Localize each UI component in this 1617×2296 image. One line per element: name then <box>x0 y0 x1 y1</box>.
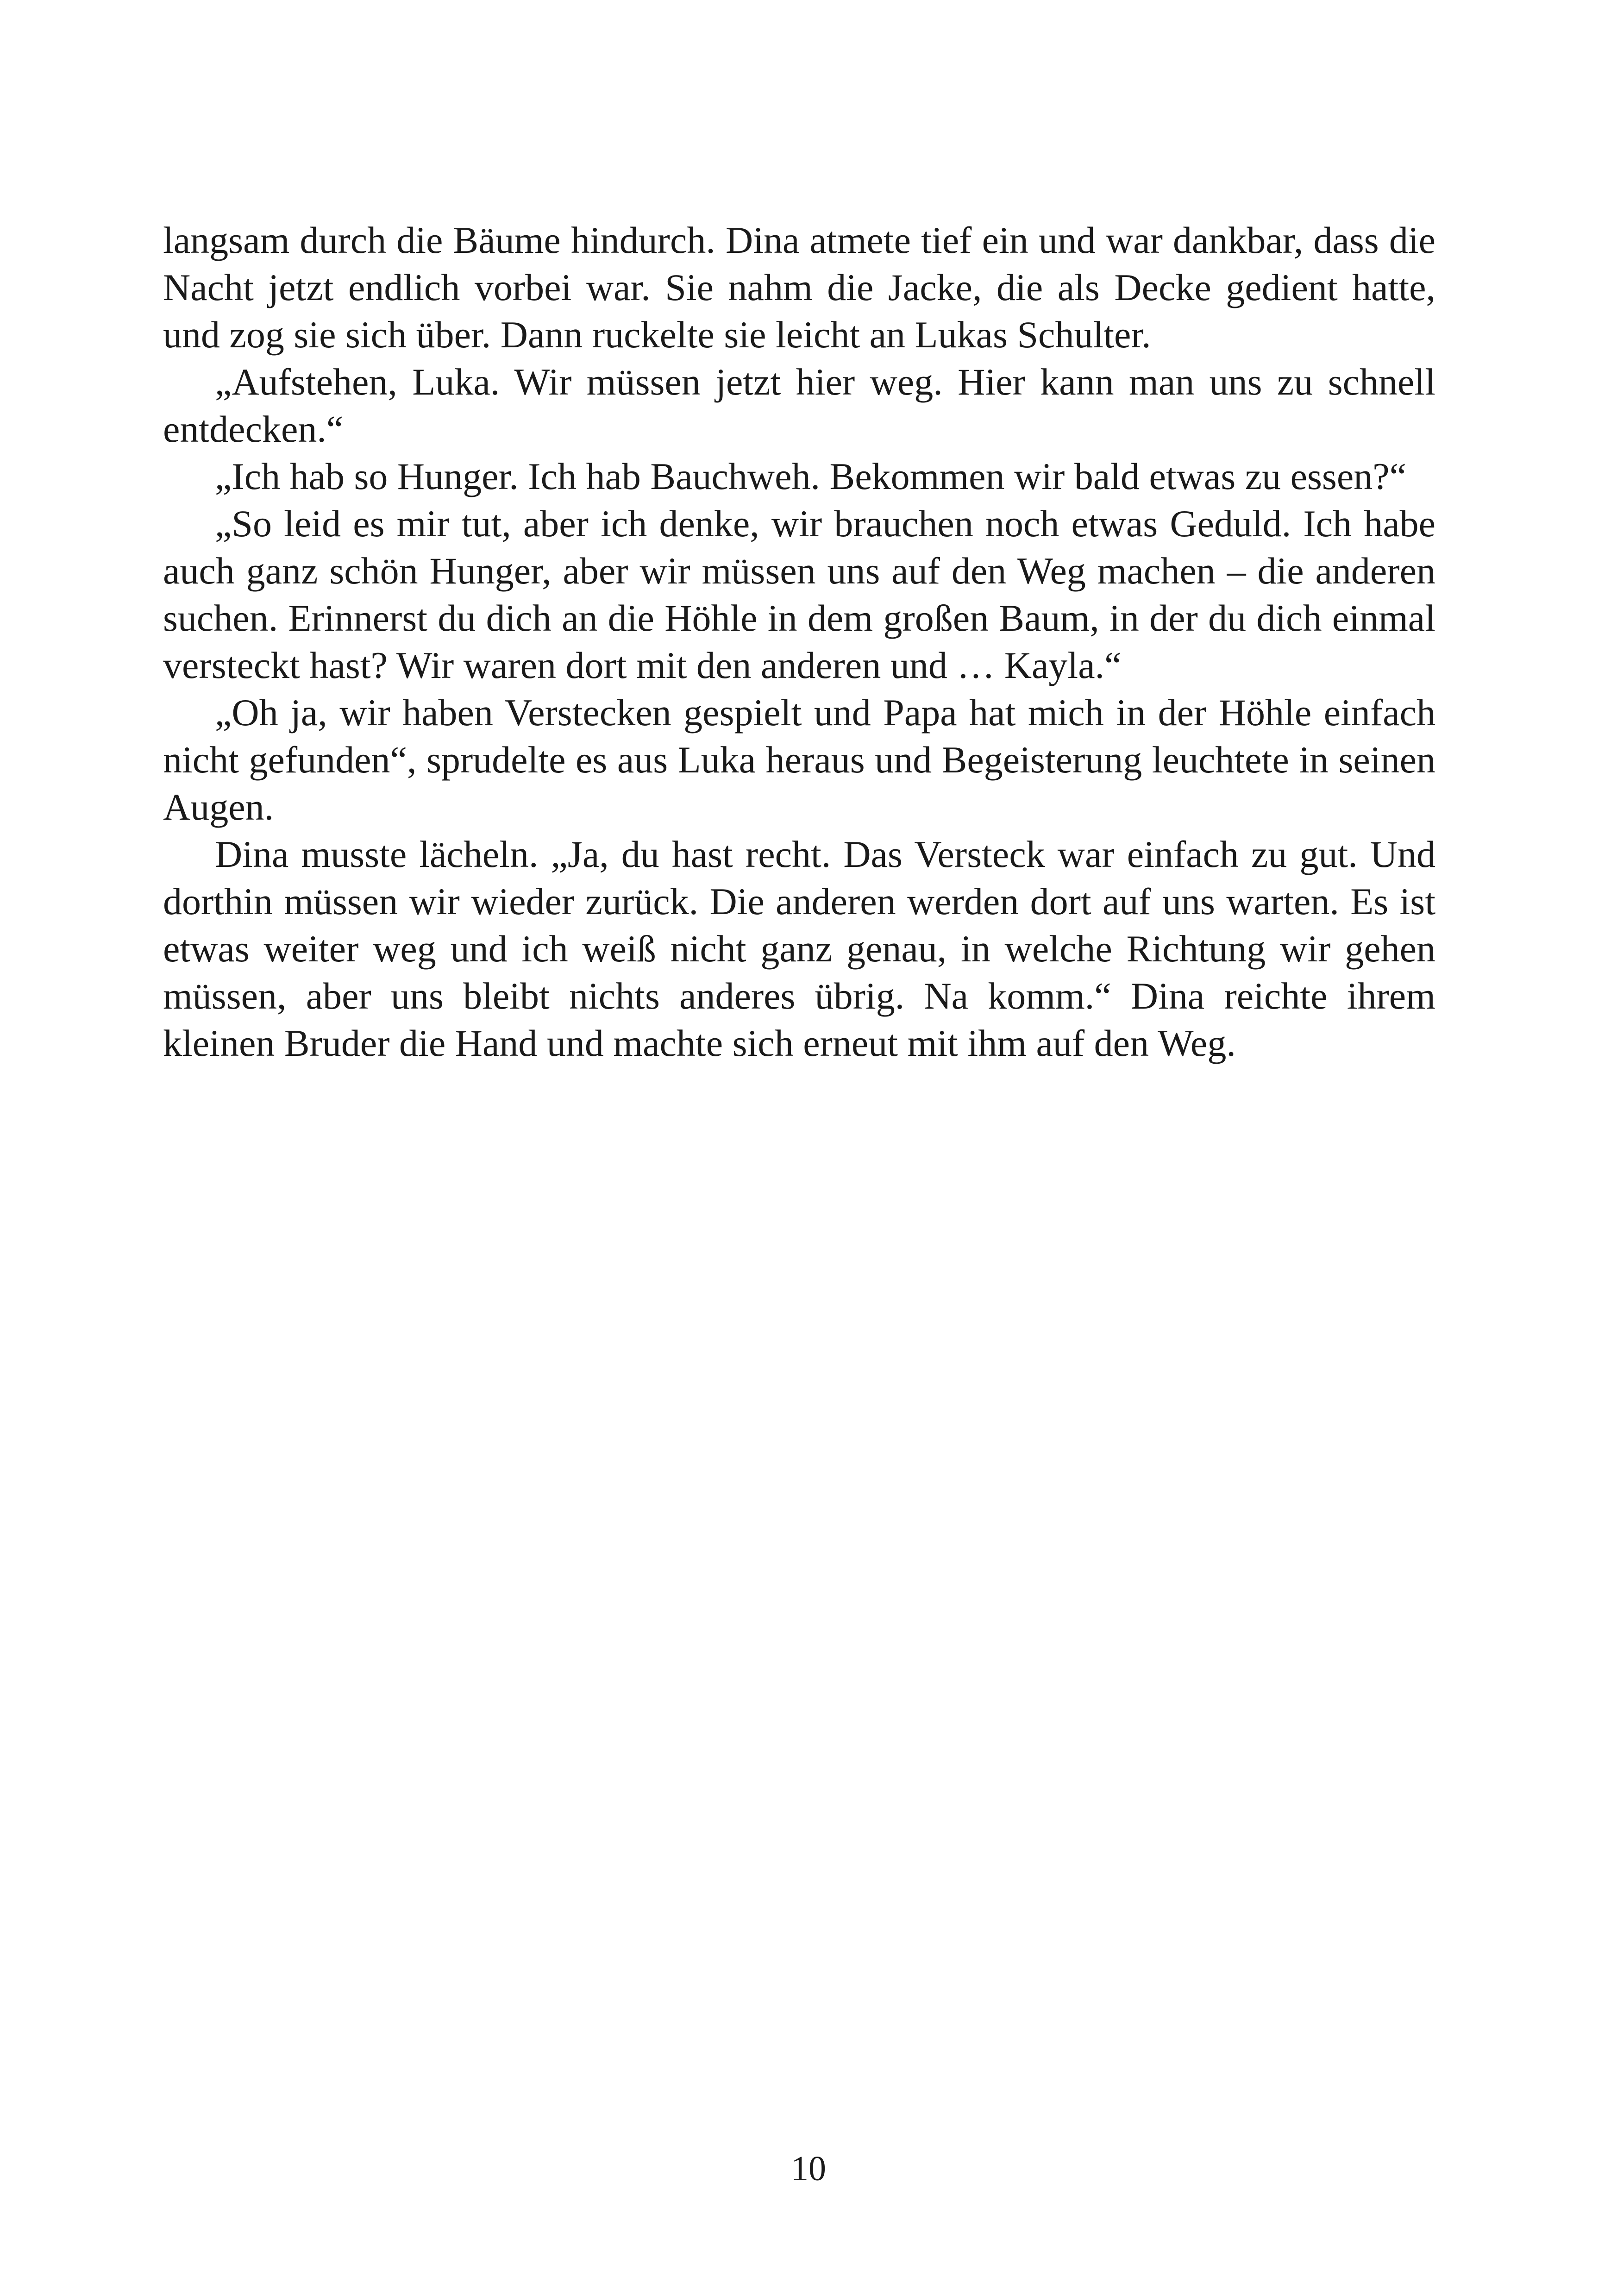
paragraph-dina-laecheln: Dina musste lächeln. „Ja, du hast recht. Das Versteck war einfach zu gut. Und dorthin müssen wir wieder zurück. Die anderen werden dort auf uns warten. Es ist etwas weiter weg und ich weiß nicht ganz genau, in welche Richtung wir gehen müssen, aber uns bleibt nichts anderes übrig. Na komm.“ Dina reichte ihrem kleinen Bruder die Hand und machte sich erneut mit ihm auf den Weg. <box>163 833 1435 1064</box>
body-text <box>163 217 1435 1067</box>
paragraph-dialogue-geduld: „So leid es mir tut, aber ich denke, wir brauchen noch etwas Geduld. Ich habe auch ganz schön Hunger, aber wir müssen uns auf den Weg machen – die anderen suchen. Erinnerst du dich an die Höhle in dem großen Baum, in der du dich einmal versteckt hast? Wir waren dort mit den anderen und … Kayla.“ <box>163 502 1435 686</box>
paragraph-dialogue-hunger: „Ich hab so Hunger. Ich hab Bauchweh. Bekommen wir bald etwas zu essen?“ <box>215 455 1407 497</box>
paragraph-continuation: langsam durch die Bäume hindurch. Dina atmete tief ein und war dankbar, dass die Nacht jetzt endlich vorbei war. Sie nahm die Jacke, die als Decke gedient hatte, und zog sie sich über. Dann ruckelte sie leicht an Lukas Schulter. <box>163 219 1435 356</box>
paragraph-dialogue-aufstehen: „Aufstehen, Luka. Wir müssen jetzt hier weg. Hier kann man uns zu schnell entdecken.“ <box>163 361 1435 450</box>
page-number: 10 <box>791 2149 826 2188</box>
paragraph-dialogue-verstecken: „Oh ja, wir haben Verstecken gespielt und Papa hat mich in der Höhle einfach nicht gefunden“, sprudelte es aus Luka heraus und Begeisterung leuchtete in seinen Augen. <box>163 691 1435 828</box>
